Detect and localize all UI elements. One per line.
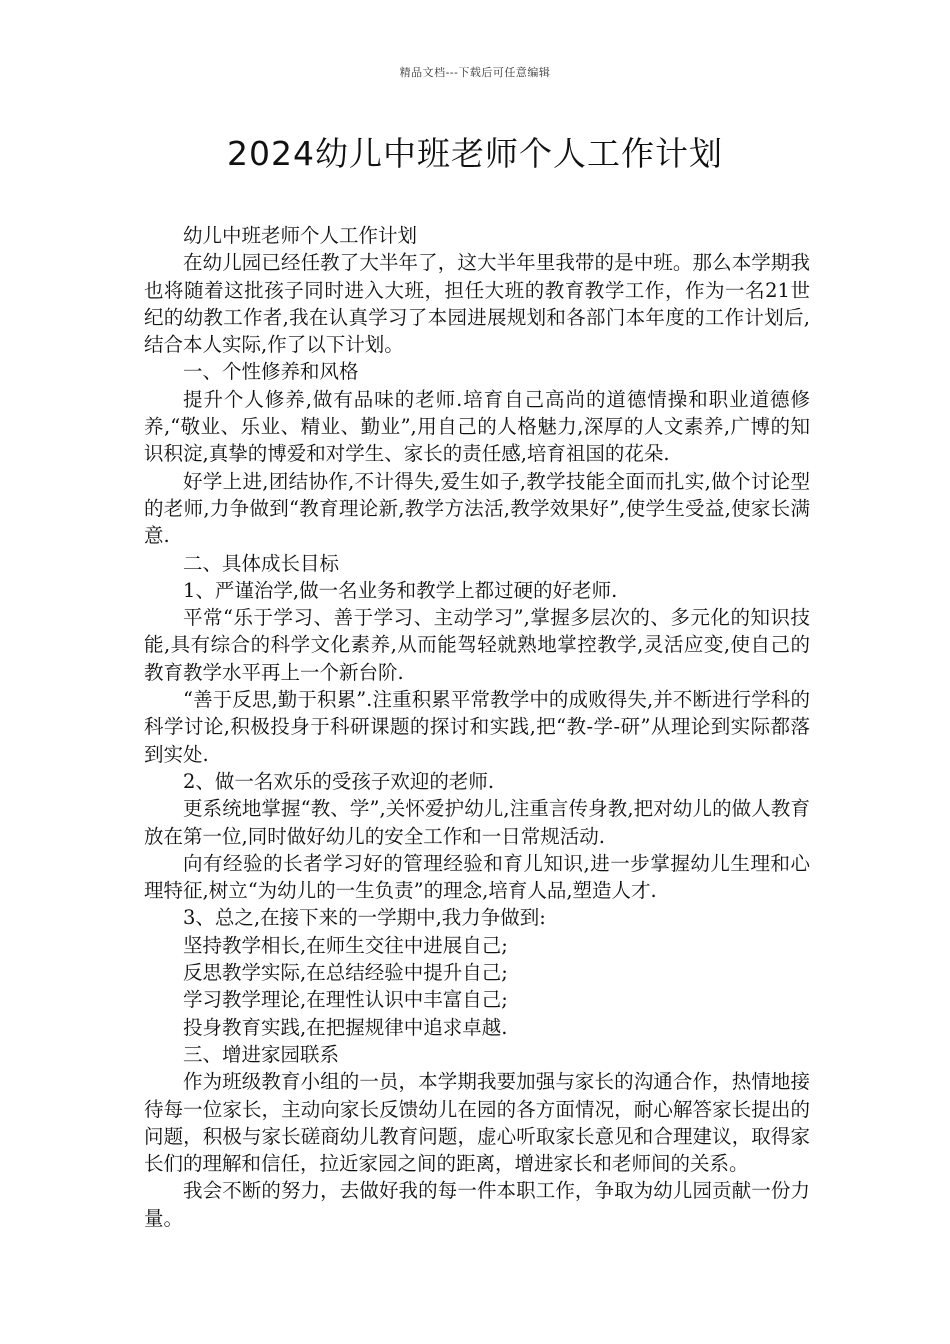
paragraph: 好学上进,团结协作,不计得失,爱生如子,教学技能全面而扎实,做个讨论型的老师,力争做到“教育理论新,教学方法活,教学效果好”,使学生受益,使家长满意. [144, 469, 810, 548]
goal-item-2: 2、做一名欢乐的受孩子欢迎的老师. [183, 769, 495, 793]
section-heading-2: 二、具体成长目标 [183, 551, 340, 575]
paragraph: 更系统地掌握“教、学”,关怀爱护幼儿,注重言传身教,把对幼儿的做人教育放在第一位,同时做好幼儿的安全工作和一日常规活动. [144, 797, 810, 848]
list-item: 反思教学实际,在总结经验中提升自己; [183, 961, 508, 985]
document-body [144, 222, 810, 1232]
paragraph: “善于反思,勤于积累”.注重积累平常教学中的成败得失,并不断进行学科的科学讨论,积极投身于科研课题的探讨和实践,把“教-学-研”从理论到实际都落到实处. [144, 688, 810, 766]
list-item: 学习教学理论,在理性认识中丰富自己; [183, 988, 508, 1012]
paragraph: 提升个人修养,做有品味的老师.培育自己高尚的道德情操和职业道德修养,“敬业、乐业、精业、勤业”,用自己的人格魅力,深厚的人文素养,广博的知识积淀,真挚的博爱和对学生、家长的责任感,培育祖国的花朵. [144, 387, 810, 466]
paragraph-subtitle: 幼儿中班老师个人工作计划 [183, 224, 418, 247]
section-heading-1: 一、个性修养和风格 [183, 360, 359, 384]
list-item: 坚持教学相长,在师生交往中进展自己; [183, 933, 508, 957]
header-note: 精品文档---下载后可任意编辑 [399, 66, 551, 79]
paragraph-closing: 我会不断的努力，去做好我的每一件本职工作，争取为幼儿园贡献一份力量。 [144, 1179, 810, 1230]
paragraph: 平常“乐于学习、善于学习、主动学习”,掌握多层次的、多元化的知识技能,具有综合的科学文化素养,从而能驾轻就熟地掌控教学,灵活应变,使自己的教育教学水平再上一个新台阶. [144, 606, 810, 684]
list-item: 投身教育实践,在把握规律中追求卓越. [183, 1015, 508, 1039]
section-heading-3: 三、增进家园联系 [183, 1042, 340, 1066]
document-title: 2024幼儿中班老师个人工作计划 [227, 134, 723, 173]
paragraph: 作为班级教育小组的一员，本学期我要加强与家长的沟通合作，热情地接待每一位家长，主动向家长反馈幼儿在园的各方面情况，耐心解答家长提出的问题，积极与家长磋商幼儿教育问题，虚心听取家长意见和合理建议，取得家长们的理解和信任，拉近家园之间的距离，增进家长和老师间的关系。 [144, 1070, 810, 1176]
goal-item-1: 1、严谨治学,做一名业务和教学上都过硬的好老师. [183, 578, 618, 602]
goal-item-3: 3、总之,在接下来的一学期中,我力争做到: [183, 906, 546, 930]
paragraph: 向有经验的长者学习好的管理经验和育儿知识,进一步掌握幼儿生理和心理特征,树立“为幼儿的一生负责”的理念,培育人品,塑造人才. [144, 851, 810, 903]
paragraph-intro: 在幼儿园已经任教了大半年了，这大半年里我带的是中班。那么本学期我也将随着这批孩子同时进入大班，担任大班的教育教学工作，作为一名21世纪的幼教工作者,我在认真学习了本园进展规划和各部门本年度的工作计划后,结合本人实际,作了以下计划。 [144, 251, 810, 357]
